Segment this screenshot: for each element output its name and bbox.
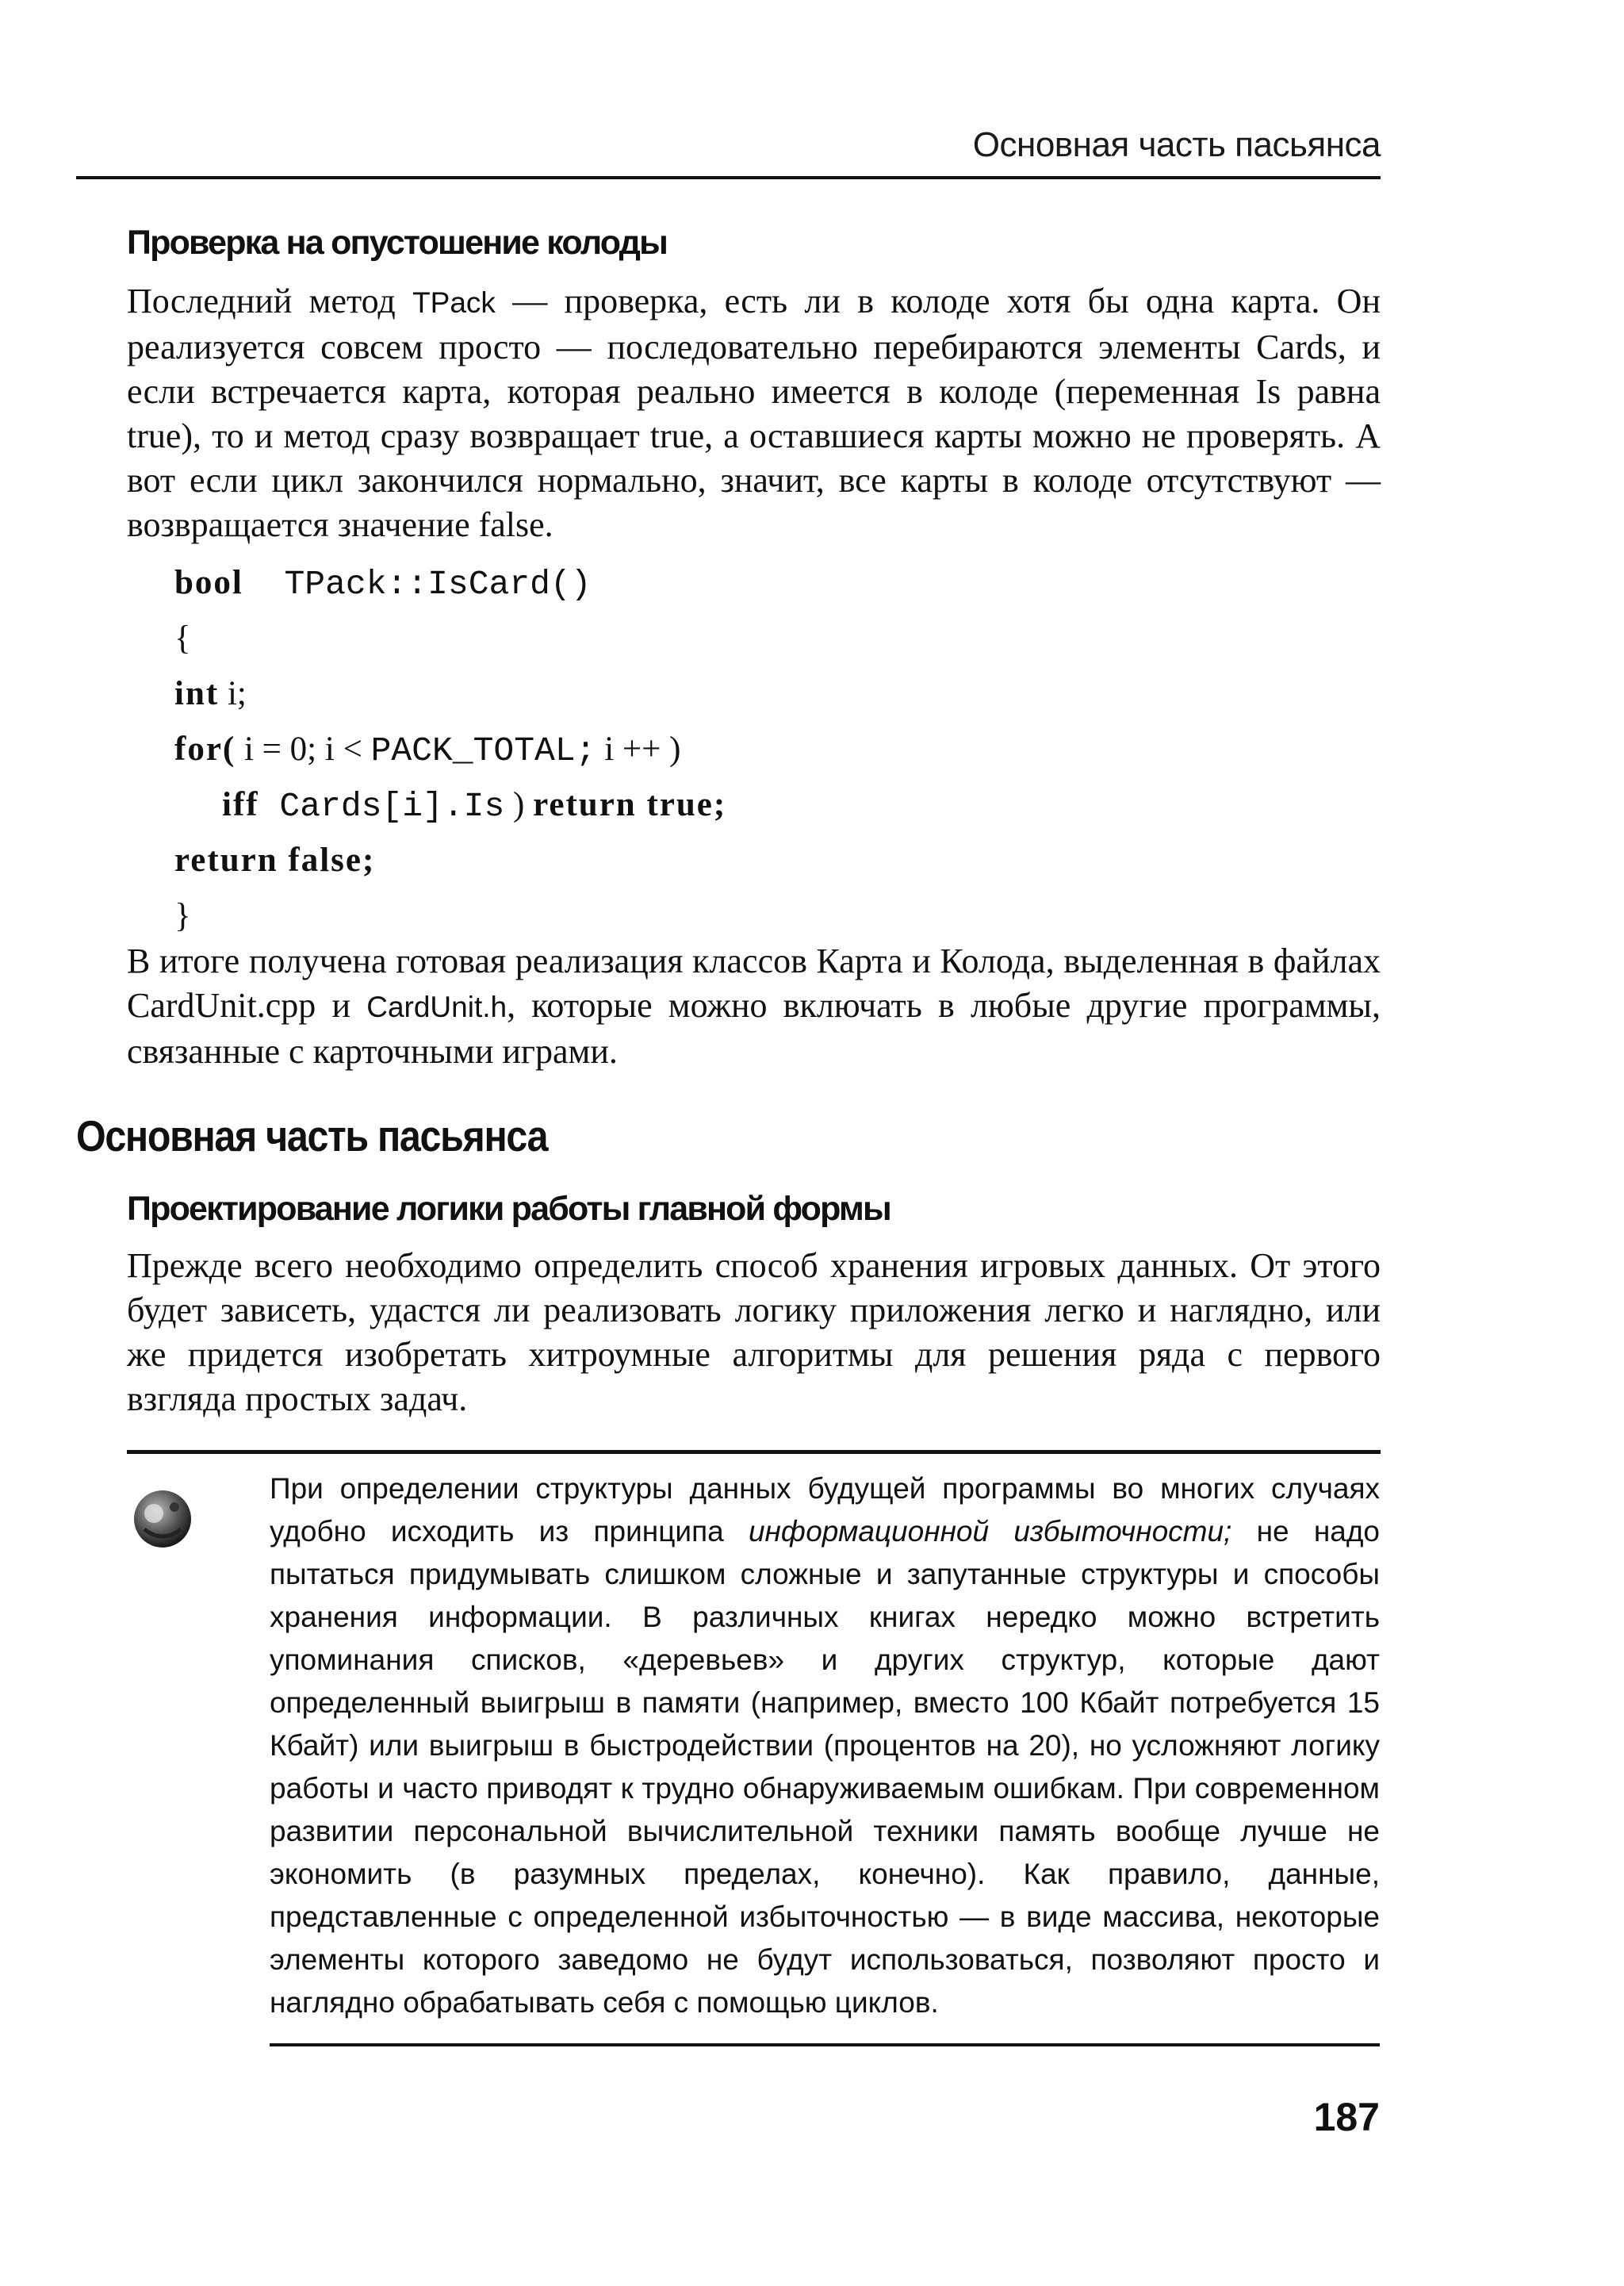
paragraph-data-storage: Прежде всего необходимо определить способ хранения игровых данных. От этого будет зависеть, удастся ли реализовать логику приложения легко и наглядно, или же придется изобретать хитроумные алгоритмы для решения ряда с первого взгляда простых задач. [127,1246,1381,1418]
code-keyword: iff [222,786,259,823]
code-text: i; [219,675,247,712]
code-text: Cards[i].Is [279,787,505,826]
code-line-6 [174,833,1126,888]
code-line-1 [174,555,1126,611]
code-line-5 [174,777,1126,833]
code-text: PACK_TOTAL; [370,731,596,770]
paragraph-iscard-description [127,279,1381,547]
code-keyword: bool [174,564,243,601]
text-run: , которые можно включать в любые другие программы, связанные с карточными играми. [127,986,1381,1071]
code-keyword: for( [174,731,236,768]
running-head: Основная часть пасьянса [972,125,1381,164]
code-text: ) [504,786,534,823]
paragraph-implementation-result [127,939,1381,1074]
note-bottom-rule [270,2043,1380,2046]
text-run: не надо пытаться придумывать слишком сложные и запутанные структуры и способы хранения информации. В различных книгах нередко можно встретить упоминания списков, «деревьев» и других структур, которые дают определенный выигрыш в памяти (например, вместо 100 Кбайт потребуется 15 Кбайт) или выигрыш в быстродействии (процентов на 20), но усложняют логику работы и часто приводят к трудно обнаруживаемым ошибкам. При современном развитии персональной вычислительной техники память вообще лучше не экономить (в разумных пределах, конечно). Как правило, данные, представленные с определенной избыточностью — в виде массива, некоторые элементы которого заведомо не будут использоваться, позволяют просто и наглядно обрабатывать себя с помощью циклов. [270,1515,1381,2019]
code-line-3 [174,666,1126,722]
note-top-rule [127,1450,1381,1454]
text-run: При определении структуры данных будущей программы во многих случаях удобно исходить из принципа [270,1472,1380,1548]
code-text: i = 0; i < [236,731,371,768]
page-number: 187 [1313,2095,1380,2139]
section-heading: Основная часть пасьянса [76,1111,548,1160]
header-rule [76,176,1381,179]
code-keyword: return false; [174,842,376,879]
subsection-heading-deck-empty-check: Проверка на опустошение колоды [127,224,668,262]
emphasis-term: информационной избыточности; [748,1515,1232,1548]
code-line-4 [174,722,1126,777]
code-text: i ++ ) [596,731,681,768]
text-run: — проверка, есть ли в колоде хотя бы одна карта. Он реализуется совсем просто — последовательно перебираются элементы Cards, и если встречается карта, которая реально имеется в колоде (переменная Is равна true), то и метод сразу возвращает true, а оставшиеся карты можно не проверять. А вот если цикл закончился нормально, значит, все карты в колоде отсутствуют — возвращается значение false. [127,282,1381,544]
code-text: TPack::IsCard() [284,565,592,604]
text-run: В итоге получена готовая реализация классов Карта и Колода, выделенная в файлах CardUnit.cpp и [127,942,1381,1025]
code-keyword: int [174,675,220,712]
code-keyword: return true; [533,786,727,823]
code-line-2: { [174,619,191,657]
code-listing [174,555,1126,944]
note-text [270,1467,1380,2024]
note-icon [127,1483,198,1555]
inline-code-cardunit-h: CardUnit.h [366,991,508,1023]
text-run: Последний метод [127,282,413,320]
inline-code-tpack: TPack [412,286,496,319]
subsection-heading-form-logic: Проектирование логики работы главной формы [127,1190,891,1228]
code-line-7: } [174,897,191,934]
